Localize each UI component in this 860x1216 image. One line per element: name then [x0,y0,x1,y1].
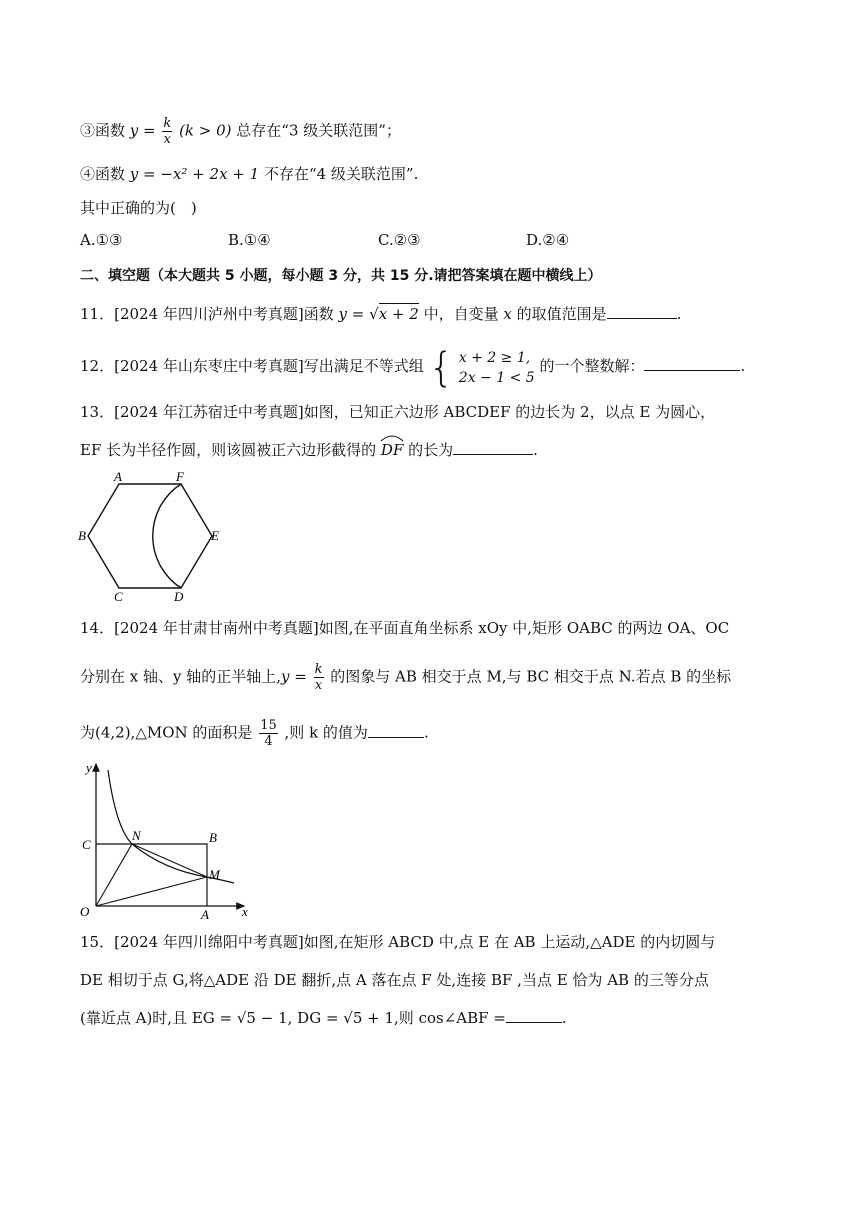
q14-text-line3a: 为(4,2),△MON 的面积是 [80,723,253,742]
q10-item3-frac-den: x [163,132,171,147]
q15-line2 [80,970,709,990]
q11-expr-root: x + 2 [378,305,419,323]
q14-number: 14． [80,619,115,637]
q14-text-line1: 如图,在平面直角坐标系 xOy 中,矩形 OABC 的两边 OA、OC [318,619,730,637]
q10-item4-prefix: ④函数 [80,165,126,183]
q14-text-line3b: ,则 k 的值为 [284,723,368,742]
label-a: A [114,470,122,484]
q13-arc-label [381,440,403,460]
q14-func-fraction [314,662,324,693]
q13-end: . [533,441,538,459]
q11 [80,304,681,324]
arc-df [153,484,181,588]
label-d: D [174,589,184,604]
label-a: A [201,907,209,920]
q11-text-c: 的取值范围是 [516,305,607,323]
q14-line1 [80,618,729,638]
q11-var: x [503,305,512,323]
q13-hexagon-figure [74,470,224,604]
q11-text-b: 中，自变量 [423,305,499,323]
section2-title: 二、填空题（本大题共 5 小题，每小题 3 分，共 15 分.请把答案填在题中横线上） [80,268,602,284]
q15-source: [2024 年四川绵阳中考真题] [114,933,304,951]
label-e: E [211,528,219,543]
q14-func-num: k [314,662,323,677]
q11-text-a: 函数 [303,305,334,323]
q14-answer-blank[interactable] [368,723,424,738]
label-m: M [209,867,220,882]
segment-on [96,844,132,906]
label-n: N [132,828,141,843]
q14-func-left: y = [281,667,307,686]
q14-func-den: x [314,678,323,693]
segment-nm [132,844,207,877]
q13-text-line1: 如图，已知正六边形 ABCDEF 的边长为 2，以点 E 为圆心， [303,403,716,421]
hexagon-shape [88,484,212,588]
q13-source: [2024 年江苏宿迁中考真题] [114,403,304,421]
q14-area-num: 15 [260,718,277,733]
q10-item4-suffix: 不存在“4 级关联范围”. [263,165,419,183]
arc-icon [380,434,404,442]
q10-item3-fraction [162,116,172,147]
q10-item3-y: y = [129,121,156,140]
q13-text-line2a: EF 长为半径作圆，则该圆被正六边形截得的 [80,441,377,459]
q10-choice-b: B.①④ [228,231,271,249]
rectangle-oabc [96,844,207,906]
q15-line1 [80,932,715,952]
q12-row2: 2x − 1 < 5 [458,370,535,386]
q10-item3-prefix: ③函数 [80,121,126,140]
q13-arc-text: DF [380,441,404,459]
q14-line3 [80,718,429,749]
q11-expr-left: y = [338,305,365,323]
q14-line2 [80,662,731,693]
q12-answer-blank[interactable] [644,356,740,371]
q12 [80,344,745,389]
q14-text-line2b: 的图象与 AB 相交于点 M,与 BC 相交于点 N.若点 B 的坐标 [330,667,732,686]
q13-answer-blank[interactable] [453,440,533,455]
q15-text-line2: DE 相切于点 G,将△ADE 沿 DE 翻折,点 A 落在点 F 处,连接 BF ,当点 E 恰为 AB 的三等分点 [80,971,709,989]
q11-end: . [676,305,682,323]
sqrt-icon: √ [369,305,379,323]
q10-item4-expr: y = −x² + 2x + 1 [129,165,260,183]
label-o: O [80,904,90,919]
q12-text-b: 的一个整数解： [539,357,645,375]
q13-line2 [80,440,538,460]
q12-number: 12． [80,357,115,375]
label-x: x [242,904,248,919]
q15-line3 [80,1008,567,1028]
q12-row1: x + 2 ≥ 1, [458,350,531,366]
q12-inequality-system [429,345,535,389]
q10-item3-frac-num: k [163,116,172,131]
q14-text-line2a: 分别在 x 轴、y 轴的正半轴上, [80,667,282,686]
label-b: B [209,830,217,845]
q13-number: 13． [80,403,115,421]
q11-answer-blank[interactable] [607,304,677,319]
q10-item3 [80,116,401,147]
label-f: F [176,470,184,484]
q12-text-a: 写出满足不等式组 [303,357,424,375]
q12-source: [2024 年山东枣庄中考真题] [114,357,304,375]
q11-number: 11． [80,305,115,323]
q15-text-line1: 如图,在矩形 ABCD 中,点 E 在 AB 上运动,△ADE 的内切圆与 [303,933,716,951]
q15-end: . [561,1009,567,1027]
q15-number: 15． [80,933,115,951]
q10-choice-a: A.①③ [80,231,123,249]
q14-coordinate-figure [74,758,258,920]
segment-om [96,877,207,906]
q13-line1 [80,402,715,422]
q10-item3-condition: (k > 0) [179,121,232,140]
q14-source: [2024 年甘肃甘南州中考真题] [114,619,319,637]
q15-answer-blank[interactable] [506,1008,562,1023]
q10-choice-d: D.②④ [526,231,570,249]
q15-text-line3a: (靠近点 A)时,且 EG = √5 − 1, DG = √5 + 1,则 cos∠ABF = [80,1009,506,1027]
q10-item4 [80,164,418,184]
label-c: C [82,837,91,852]
label-c: C [114,589,123,604]
q14-area-den: 4 [264,734,273,749]
q10-question: 其中正确的为( ) [80,199,197,217]
q10-item3-suffix: 总存在“3 级关联范围”； [236,121,401,140]
q10-choice-c: C.②③ [378,231,421,249]
label-b: B [78,528,86,543]
q11-source: [2024 年四川泸州中考真题] [114,305,304,323]
q13-text-line2b: 的长为 [408,441,454,459]
q12-end: . [740,357,746,375]
q14-area-fraction [259,718,278,749]
q14-end: . [423,723,429,742]
left-brace-icon: { [428,345,454,391]
label-y: y [86,760,92,775]
